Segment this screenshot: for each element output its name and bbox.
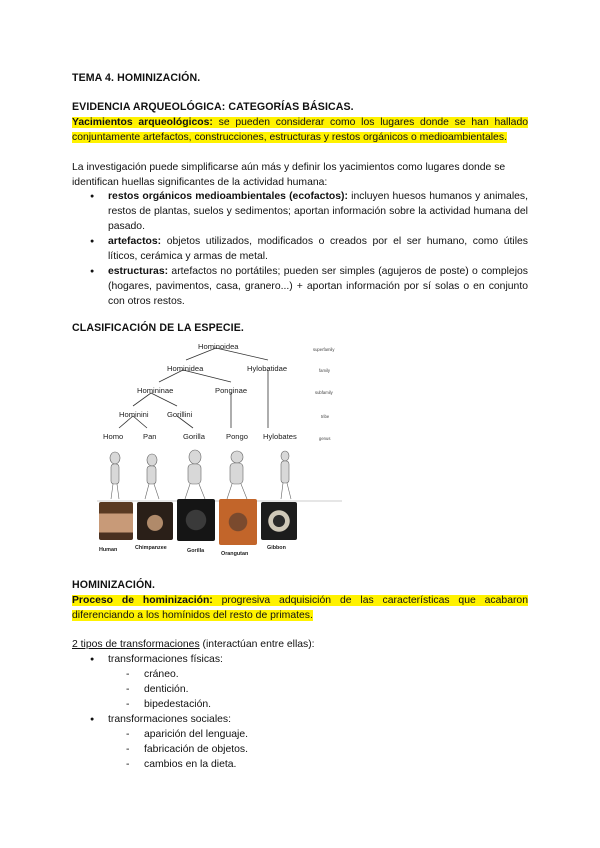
node-homo: Homo [103,432,124,441]
node-gorilla: Gorilla [183,432,205,441]
node-hylobatidae: Hylobatidae [247,364,288,373]
definition-yacimientos [72,115,528,145]
caption-gorilla: Gorilla [187,548,205,554]
section-heading-evidence: EVIDENCIA ARQUEOLÓGICA: CATEGORÍAS BÁSICAS. [72,101,354,113]
rank-family: family [319,368,330,373]
section-heading-classification: CLASIFICACIÓN DE LA ESPECIE. [72,322,244,334]
list-item: - bipedestación. [72,697,528,712]
node-ponginae: Ponginae [215,386,248,395]
chimpanzee-photo [137,502,173,540]
node-hominoidea: Hominoidea [198,342,239,351]
gorilla-photo [177,499,215,541]
types-intro: 2 tipos de transformaciones (interactúan entre ellas): [72,639,315,650]
transformations-list [72,652,528,772]
node-homininae: Homininae [137,386,174,395]
node-hylobates: Hylobates [263,432,297,441]
node-pan: Pan [143,432,157,441]
list-item: - cráneo. [72,667,528,682]
list-item: - aparición del lenguaje. [72,727,528,742]
gibbon-photo [261,502,297,540]
rank-superfamily: superfamily [313,347,335,352]
list-item: ● restos orgánicos medioambientales (ecofactos): incluyen huesos humanos y animales, restos de plantas, suelos y sedimentos; aportan información sobre la actividad humana del pasado. [72,189,528,234]
definition-term: Yacimientos arqueológicos: [72,117,213,128]
orangutan-photo [219,499,257,545]
human-photo [99,502,133,540]
node-gorillini: Gorillini [167,410,193,419]
list-item: - cambios en la dieta. [72,757,528,772]
list-item: - fabricación de objetos. [72,742,528,757]
definition-hominization: Proceso de hominización: progresiva adquisición de las características que acabaron diferenciando a los homínidos del resto de primates. [72,595,528,621]
caption-human: Human [99,547,118,553]
caption-gibbon: Gibbon [267,545,286,551]
rank-subfamily: subfamily [315,390,333,395]
page-title: TEMA 4. HOMINIZACIÓN. [72,72,201,84]
caption-chimpanzee: Chimpanzee [135,545,167,551]
evidence-list [72,189,528,309]
list-item: ● transformaciones físicas: [72,652,528,667]
list-item: - dentición. [72,682,528,697]
section-heading-hominization: HOMINIZACIÓN. [72,579,156,591]
node-hominini: Hominini [119,410,149,419]
list-item: ● transformaciones sociales: [72,712,528,727]
rank-genus: genus [319,436,331,441]
list-item: ● estructuras: artefactos no portátiles; pueden ser simples (agujeros de poste) o complejos (hogares, pavimentos, casa, granero...) + aportan información por sí solas o en conjunto con otros restos. [72,264,528,309]
paragraph-investigation: La investigación puede simplificarse aún más y definir los yacimientos como lugares donde se identifican huellas significantes de la actividad humana: [72,162,506,188]
node-hominidea: Hominidea [167,364,204,373]
list-item: ● artefactos: objetos utilizados, modificados o creados por el ser humano, como útiles líticos, cerámica y armas de metal. [72,234,528,264]
definition-text: se pueden considerar como los lugares donde se han hallado conjuntamente artefactos, construcciones, estructuras y restos orgánicos o medioambientales. [72,117,528,143]
caption-orangutan: Orangutan [221,551,249,557]
node-pongo: Pongo [226,432,248,441]
rank-tribe: tribe [321,414,330,419]
classification-tree-figure [97,336,359,556]
